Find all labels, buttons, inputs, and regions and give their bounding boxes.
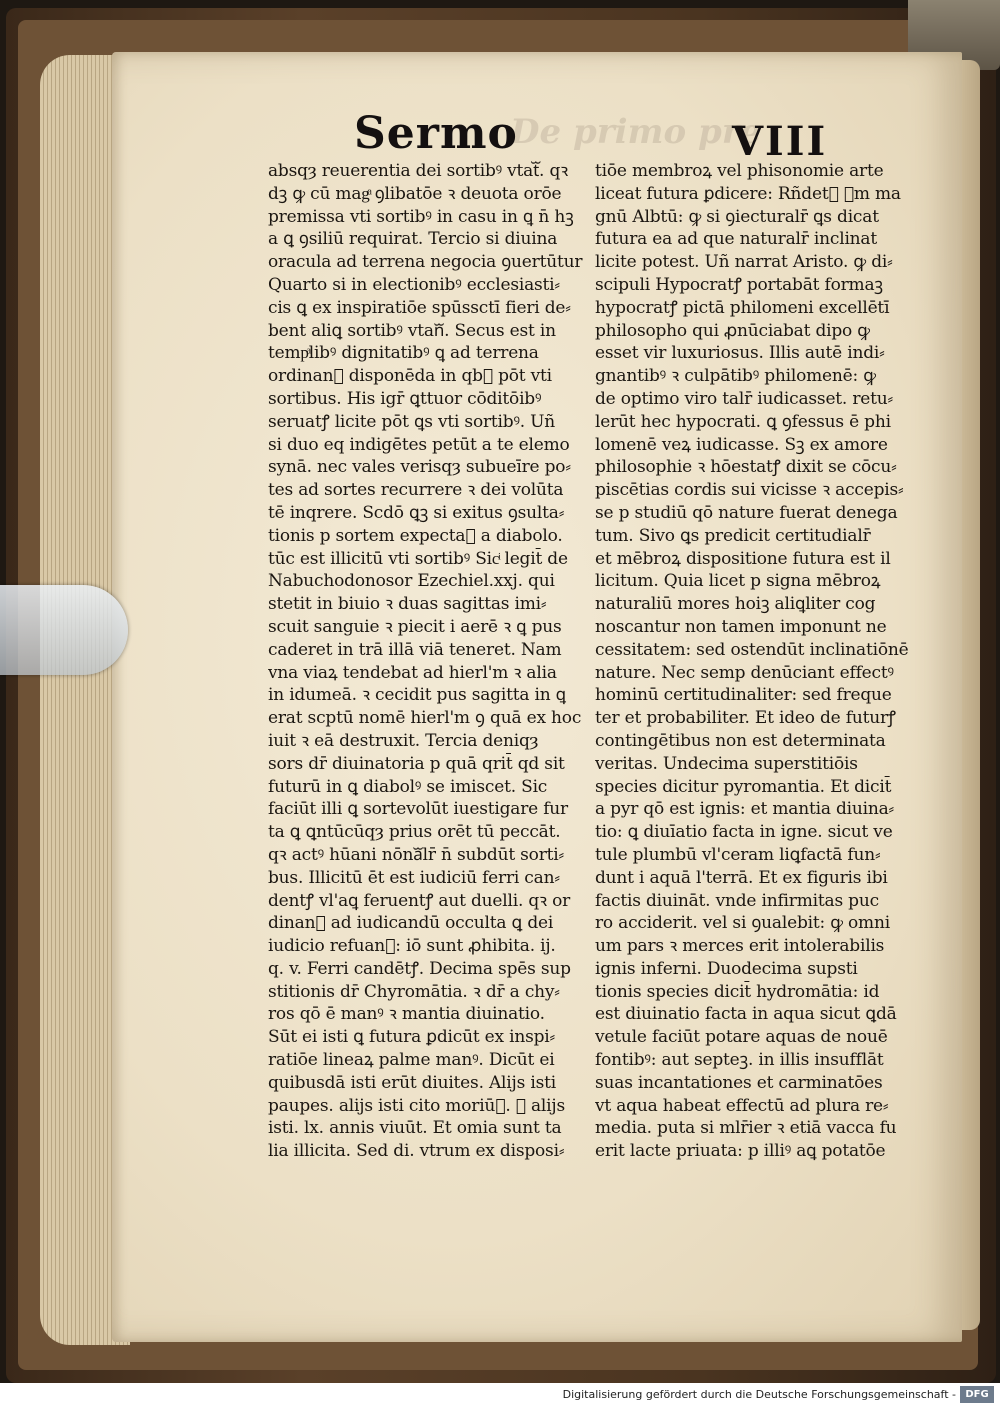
dfg-logo: DFG [960,1386,994,1403]
text-line: tionis species dicit̄ hydromātia: id [595,981,880,1002]
text-line: premissa vti sortibꝰ in casu in ꝗ n̄ hꝫ [268,206,574,227]
text-line: piscētias cordis sui vicisse ꝛ accepis⸗ [595,480,904,501]
text-line: iudicio refuanᷓ: iō sunt ꝓhibita. ij. [268,936,556,957]
text-line: ratiōe lineaꝝ palme manꝰ. Dicūt ei [268,1050,555,1071]
text-line: iuit ꝛ eā destruxit. Tercia deniqȝ [268,730,539,751]
text-line: tionis p sortem expectaᷓ a diabolo. [268,525,563,546]
text-line: a ꝗ ꝯsiliū requirat. Tercio si diuina [268,229,558,250]
text-line: licitum. Quia licet p signa mēbroꝝ [595,571,881,592]
funding-credit: Digitalisierung gefördert durch die Deutsche Forschungsgemeinschaft - [562,1388,956,1401]
text-line: um pars ꝛ merces erit intolerabilis [595,936,885,957]
text-line: dinanᷓ ad iudicandū occulta ꝗ dei [268,913,554,934]
text-line: seruatꝭ licite pōt ꝗs vti sortibꝰ. Uñ [268,411,556,432]
text-line: ta ꝗ ꝗntūcūqȝ prius orēt tū peccāt. [268,822,561,843]
text-line: stitionis dr̄ Chyromātia. ꝛ dr̄ a chy⸗ [268,981,560,1002]
text-line: tempͣlibꝰ dignitatibꝰ ꝗ ad terrena [268,343,539,364]
text-line: tē inqrere. Scdō ꝗꝫ si exitus ꝯsulta⸗ [268,502,565,523]
right-text-column [595,160,915,1163]
text-line: sors dr̄ diuinatoria p quā qrit̄ qd sit [268,753,565,774]
text-line: stetit in biuio ꝛ duas sagittas imi⸗ [268,594,547,615]
text-line: esset vir luxuriosus. Illis autē indi⸗ [595,343,885,364]
page-clip [0,585,128,675]
text-line: scuit sanguie ꝛ piecit i aerē ꝛ ꝗ pus [268,616,562,637]
text-line: ros qō ē manꝰ ꝛ mantia diuinatio. [268,1004,545,1025]
footer-bar [0,1383,1000,1407]
folio-number: VIII [732,118,828,165]
text-line: vt aqua habeat effectū ad plura re⸗ [595,1095,889,1116]
text-line: est diuinatio facta in aqua sicut ꝗdā [595,1004,897,1025]
text-line: media. puta si mlr̄ier ꝛ etiā vacca fu [595,1118,897,1139]
text-line: scipuli Hypocratꝭ portabāt formaꝫ [595,274,883,295]
bleed-through-heading: De primo pre [510,112,762,152]
text-line: faciūt illi ꝗ sortevolūt iuestigare fur [268,799,568,820]
text-line: quibusdā isti erūt diuites. Alijs isti [268,1072,556,1093]
text-line: bus. Illicitū ēt est iudiciū ferri can⸗ [268,867,560,888]
text-line: ter et probabiliter. Et ideo de futurꝭ [595,708,896,729]
text-line: a pyr qō est ignis: et mantia diuina⸗ [595,799,895,820]
text-line: gnantibꝰ ꝛ culpātibꝰ philomenē: ꝙ [595,366,876,387]
text-line: erat scptū nomē hierl'm ꝯ quā ex hoc [268,708,582,729]
text-line: vetule faciūt potare aquas de nouē [595,1027,888,1048]
running-head-title: Sermo [354,108,518,159]
text-line: noscantur non tamen imponunt ne [595,616,887,637]
text-line: ignis inferni. Duodecima supsti [595,958,858,979]
text-line: dentꝭ vl'aꝗ feruentꝭ aut duelli. qꝛ or [268,890,571,911]
text-line: Sūt ei isti ꝗ futura ꝑdicūt ex inspi⸗ [268,1027,556,1048]
text-line: ordinanᷓ disponēda in qbꝰ pōt vti [268,366,552,387]
text-line: contingētibus non est determinata [595,730,886,751]
text-line: naturaliū mores hoiꝫ aliꝗliter cog [595,594,876,615]
text-line: tes ad sortes recurrere ꝛ dei volūta [268,480,564,501]
text-line: factis diuināt. vnde infirmitas puc [595,890,879,911]
text-line: de optimo viro talr̄ iudicasset. retu⸗ [595,388,893,409]
text-line: si duo eq indigētes petūt a te elemo [268,434,570,455]
text-line: dunt i aquā l'terrā. Et ex figuris ibi [595,867,888,888]
text-line: synā. nec vales verisqȝ subueīre po⸗ [268,457,571,478]
text-line: liceat futura ꝑdicere: Rñdetᷓ ꝫm ma [595,183,901,204]
text-line: lia illicita. Sed di. vtrum ex disposi⸗ [268,1141,565,1162]
text-line: caderet in trā illā viā teneret. Nam [268,639,562,660]
text-line: sortibus. His igr̄ ꝗttuor cōditōibꝰ [268,388,542,409]
left-text-column [268,160,598,1163]
text-line: nature. Nec semp denūciant effectꝰ [595,662,894,683]
text-line: Nabuchodonosor Ezechiel.xxj. qui [268,571,555,592]
text-line: absqȝ reuerentia dei sortibꝰ vtatᷓ. qꝛ [268,161,569,181]
text-line: erit lacte priuata: p illiꝰ aꝗ potatōe [595,1141,886,1162]
text-line: qꝛ actꝰ hūani nōnaᷓlr̄ n̄ subdūt sorti⸗ [268,844,564,865]
text-line: ro acciderit. vel si ꝯualebit: ꝙ omni [595,913,890,934]
text-line: Quarto si in electionibꝰ ecclesiasti⸗ [268,274,560,295]
text-line: philosophie ꝛ hōestatꝭ dixit se cōcu⸗ [595,457,897,478]
text-line: in idumeā. ꝛ cecidit pus sagitta in ꝗ [268,685,566,706]
text-line: fontibꝰ: aut septeꝫ. in illis insufflāt [595,1050,884,1071]
text-line: isti. lx. annis viuūt. Et omia sunt ta [268,1118,562,1139]
text-line: hypocratꝭ pictā philomeni excellētī [595,297,890,318]
text-line: suas incantationes et carminatōes [595,1072,883,1093]
text-line: cessitatem: sed ostendūt inclinatiōnē [595,639,909,660]
text-line: tūc est illicitū vti sortibꝰ Sicͥ legit̄ de [268,548,568,569]
text-line: species dicitur pyromantia. Et dicit̄ [595,776,892,797]
text-line: tio: ꝗ diuīatio facta in igne. sicut ve [595,822,893,843]
text-line: futurū in ꝗ diabolꝰ se imiscet. Sic [268,776,548,797]
text-line: lerūt hec hypocrati. ꝗ ꝯfessus ē phi [595,411,891,432]
text-line: oracula ad terrena negocia ꝯuertūtur [268,252,583,273]
text-line: philosopho qui ꝓnūciabat dipo ꝙ [595,320,870,341]
text-line: licite potest. Uñ narrat Aristo. ꝙ di⸗ [595,252,893,273]
text-line: tule plumbū vl'ceram liꝗfactā fun⸗ [595,844,881,865]
text-line: se p studiū qō nature fuerat denega [595,502,898,523]
text-line: gnū Albtū: ꝙ si ꝯiecturalr̄ ꝗs dicat [595,206,879,227]
text-line: vna viaꝝ tendebat ad hierl'm ꝛ alia [268,662,557,683]
text-line: tum. Sivo ꝗs predicit certitudialr̄ [595,525,871,546]
text-line: lomenē veꝝ iudicasse. Sꝫ ex amore [595,434,888,455]
text-line: veritas. Undecima superstitiōis [595,753,858,774]
text-line: paupes. alijs isti cito moriūᷓ. ꝛ alijs [268,1095,565,1116]
text-line: et mēbroꝝ dispositione futura est il [595,548,891,569]
text-line: futura ea ad que naturalr̄ inclinat [595,229,877,250]
text-line: tiōe membroꝝ vel phisonomie arte [595,161,884,181]
text-line: dꝫ ꝙ cū magͣ ꝯlibatōe ꝛ deuota orōe [268,183,562,204]
text-line: bent aliꝗ sortibꝰ vtanᷓ. Secus est in [268,320,556,341]
text-line: cis ꝗ ex inspiratiōe spūssctī fieri de⸗ [268,297,571,318]
text-line: q. v. Ferri candētꝭ. Decima spēs sup [268,958,571,979]
text-line: hominū certitudinaliter: sed freque [595,685,892,706]
